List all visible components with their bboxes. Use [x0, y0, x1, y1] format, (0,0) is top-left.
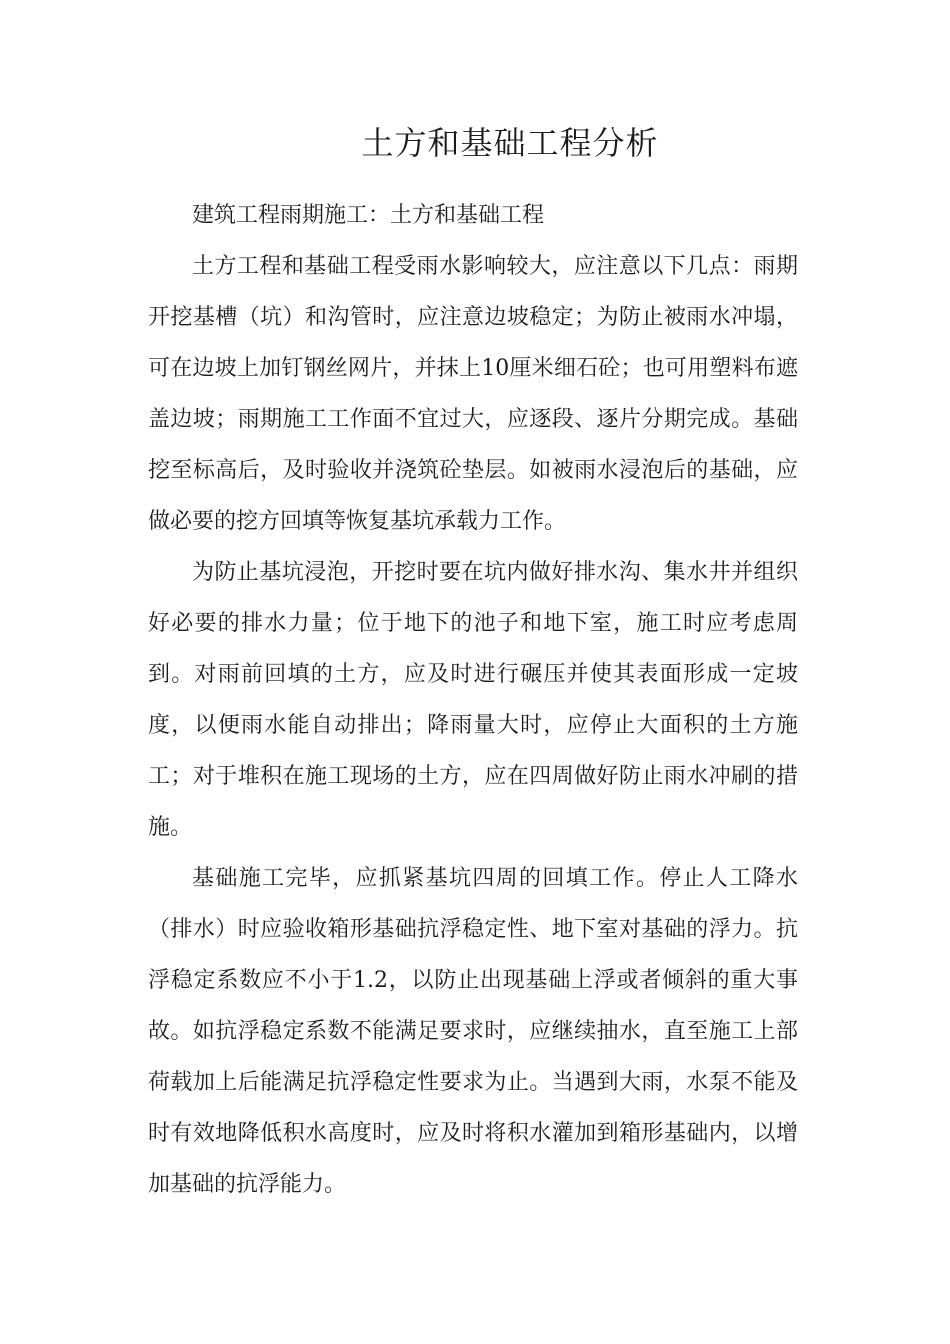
- document-title: 土方和基础工程分析: [361, 124, 659, 162]
- paragraph-2: 为防止基坑浸泡，开挖时要在坑内做好排水沟、集水井并组织好必要的排水力量；位于地下的池子和地下室，施工时应考虑周到。对雨前回填的土方，应及时进行碾压并使其表面形成一定坡度，以便雨水能自动排出；降雨量大时，应停止大面积的土方施工；对于堆积在施工现场的土方，应在四周做好防止雨水冲刷的措施。: [148, 560, 798, 840]
- paragraph-1: 土方工程和基础工程受雨水影响较大，应注意以下几点：雨期开挖基槽（坑）和沟管时，应注意边坡稳定；为防止被雨水冲塌，可在边坡上加钉钢丝网片，并抹上10厘米细石砼；也可用塑料布遮盖边坡；雨期施工工作面不宜过大，应逐段、逐片分期完成。基础挖至标高后，及时验收并浇筑砼垫层。如被雨水浸泡后的基础，应做必要的挖方回填等恢复基坑承载力工作。: [148, 254, 798, 534]
- paragraph-3: 基础施工完毕，应抓紧基坑四周的回填工作。停止人工降水（排水）时应验收箱形基础抗浮稳定性、地下室对基础的浮力。抗浮稳定系数应不小于1.2，以防止出现基础上浮或者倾斜的重大事故。如抗浮稳定系数不能满足要求时，应继续抽水，直至施工上部荷载加上后能满足抗浮稳定性要求为止。当遇到大雨，水泵不能及时有效地降低积水高度时，应及时将积水灌加到箱形基础内，以增加基础的抗浮能力。: [148, 866, 798, 1197]
- document-subtitle: 建筑工程雨期施工：土方和基础工程: [192, 203, 545, 228]
- document-body: [148, 190, 798, 1210]
